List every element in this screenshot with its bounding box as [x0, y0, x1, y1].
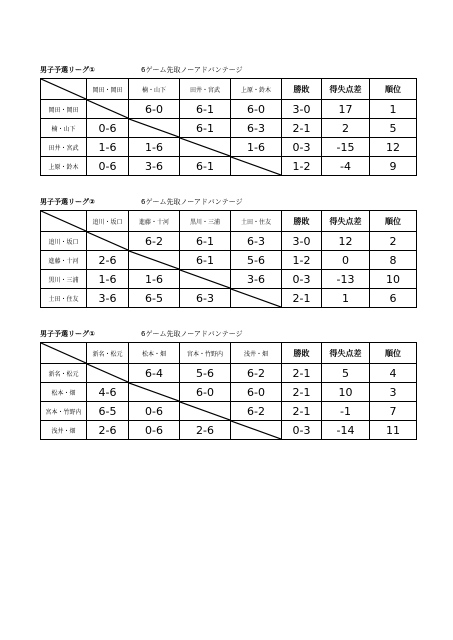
match-score: 1-6 [87, 138, 129, 157]
match-score: 1-6 [129, 138, 180, 157]
match-score: 0-6 [87, 119, 129, 138]
column-header-stat: 勝敗 [282, 343, 322, 364]
column-header-team: 岡田・岡田 [87, 79, 129, 100]
win-loss: 1-2 [282, 157, 322, 176]
point-difference: -4 [322, 157, 370, 176]
self-match-cell [129, 251, 180, 270]
column-header-stat: 得失点差 [322, 211, 370, 232]
column-header-team: 追川・坂口 [87, 211, 129, 232]
corner-cell [41, 79, 87, 100]
table-row [41, 402, 417, 421]
point-difference: -1 [322, 402, 370, 421]
win-loss: 0-3 [282, 421, 322, 440]
match-score: 3-6 [87, 289, 129, 308]
corner-cell [41, 211, 87, 232]
match-score: 6-5 [87, 402, 129, 421]
self-match-cell [180, 402, 231, 421]
league-rule-note: 6ゲーム先取ノーアドバンテージ [141, 330, 243, 338]
row-header-team: 新名・松元 [41, 364, 87, 383]
point-difference: 5 [322, 364, 370, 383]
point-difference: -15 [322, 138, 370, 157]
match-score: 0-6 [129, 421, 180, 440]
self-match-cell [87, 100, 129, 119]
row-header-team: 進藤・十河 [41, 251, 87, 270]
match-score: 6-0 [129, 100, 180, 119]
row-header-team: 楠・山下 [41, 119, 87, 138]
column-header-team: 上原・鈴木 [231, 79, 282, 100]
table-row [41, 270, 417, 289]
match-score: 6-3 [231, 232, 282, 251]
header-row [41, 211, 417, 232]
corner-cell [41, 343, 87, 364]
match-score: 6-4 [129, 364, 180, 383]
match-score: 6-1 [180, 232, 231, 251]
point-difference: 17 [322, 100, 370, 119]
match-score: 6-3 [180, 289, 231, 308]
header-row [41, 79, 417, 100]
column-header-team: 土田・住友 [231, 211, 282, 232]
match-score: 6-2 [231, 402, 282, 421]
match-score: 6-2 [231, 364, 282, 383]
ranking: 1 [370, 100, 417, 119]
row-header-team: 追川・坂口 [41, 232, 87, 251]
self-match-cell [180, 138, 231, 157]
ranking: 6 [370, 289, 417, 308]
row-header-team: 黒川・三浦 [41, 270, 87, 289]
column-header-team: 新名・松元 [87, 343, 129, 364]
point-difference: 10 [322, 383, 370, 402]
column-header-team: 浅井・畑 [231, 343, 282, 364]
win-loss: 2-1 [282, 289, 322, 308]
match-score: 2-6 [87, 421, 129, 440]
column-header-team: 楠・山下 [129, 79, 180, 100]
table-row [41, 289, 417, 308]
column-header-stat: 勝敗 [282, 211, 322, 232]
ranking: 7 [370, 402, 417, 421]
match-score: 0-6 [129, 402, 180, 421]
self-match-cell [180, 270, 231, 289]
match-score: 4-6 [87, 383, 129, 402]
row-header-team: 松本・畑 [41, 383, 87, 402]
row-header-team: 田井・宮武 [41, 138, 87, 157]
match-score: 5-6 [180, 364, 231, 383]
self-match-cell [231, 289, 282, 308]
ranking: 3 [370, 383, 417, 402]
point-difference: -14 [322, 421, 370, 440]
table-row [41, 232, 417, 251]
win-loss: 0-3 [282, 270, 322, 289]
table-row [41, 383, 417, 402]
table-row [41, 364, 417, 383]
match-score: 6-0 [231, 100, 282, 119]
column-header-stat: 順位 [370, 343, 417, 364]
point-difference: 1 [322, 289, 370, 308]
row-header-team: 浅井・畑 [41, 421, 87, 440]
ranking: 8 [370, 251, 417, 270]
column-header-stat: 順位 [370, 79, 417, 100]
league-rule-note: 6ゲーム先取ノーアドバンテージ [141, 66, 243, 74]
win-loss: 2-1 [282, 402, 322, 421]
match-score: 6-1 [180, 100, 231, 119]
league-table [40, 210, 417, 308]
match-score: 2-6 [180, 421, 231, 440]
match-score: 3-6 [129, 157, 180, 176]
column-header-stat: 得失点差 [322, 79, 370, 100]
match-score: 6-0 [180, 383, 231, 402]
self-match-cell [231, 157, 282, 176]
table-row [41, 251, 417, 270]
column-header-stat: 勝敗 [282, 79, 322, 100]
column-header-stat: 得失点差 [322, 343, 370, 364]
row-header-team: 岡田・岡田 [41, 100, 87, 119]
match-score: 6-1 [180, 119, 231, 138]
column-header-team: 進藤・十河 [129, 211, 180, 232]
ranking: 2 [370, 232, 417, 251]
match-score: 1-6 [129, 270, 180, 289]
table-row [41, 100, 417, 119]
column-header-stat: 順位 [370, 211, 417, 232]
match-score: 6-0 [231, 383, 282, 402]
win-loss: 0-3 [282, 138, 322, 157]
self-match-cell [87, 364, 129, 383]
point-difference: -13 [322, 270, 370, 289]
league-table [40, 342, 417, 440]
match-score: 6-1 [180, 157, 231, 176]
match-score: 6-3 [231, 119, 282, 138]
column-header-team: 黒川・三浦 [180, 211, 231, 232]
match-score: 6-1 [180, 251, 231, 270]
point-difference: 0 [322, 251, 370, 270]
column-header-team: 田井・宮武 [180, 79, 231, 100]
table-row [41, 421, 417, 440]
row-header-team: 上原・鈴木 [41, 157, 87, 176]
ranking: 9 [370, 157, 417, 176]
win-loss: 3-0 [282, 232, 322, 251]
match-score: 6-2 [129, 232, 180, 251]
win-loss: 2-1 [282, 119, 322, 138]
league-title: 男子予選リーグ① [40, 330, 95, 338]
ranking: 10 [370, 270, 417, 289]
column-header-team: 宮本・竹野内 [180, 343, 231, 364]
table-row [41, 157, 417, 176]
league-title: 男子予選リーグ② [40, 198, 95, 206]
self-match-cell [231, 421, 282, 440]
league-rule-note: 6ゲーム先取ノーアドバンテージ [141, 198, 243, 206]
self-match-cell [129, 383, 180, 402]
ranking: 11 [370, 421, 417, 440]
self-match-cell [129, 119, 180, 138]
point-difference: 2 [322, 119, 370, 138]
win-loss: 3-0 [282, 100, 322, 119]
point-difference: 12 [322, 232, 370, 251]
league-title: 男子予選リーグ① [40, 66, 95, 74]
match-score: 3-6 [231, 270, 282, 289]
match-score: 0-6 [87, 157, 129, 176]
match-score: 1-6 [231, 138, 282, 157]
win-loss: 1-2 [282, 251, 322, 270]
table-row [41, 138, 417, 157]
self-match-cell [87, 232, 129, 251]
ranking: 4 [370, 364, 417, 383]
row-header-team: 宮本・竹野内 [41, 402, 87, 421]
match-score: 6-5 [129, 289, 180, 308]
win-loss: 2-1 [282, 364, 322, 383]
match-score: 1-6 [87, 270, 129, 289]
ranking: 12 [370, 138, 417, 157]
league-table [40, 78, 417, 176]
win-loss: 2-1 [282, 383, 322, 402]
column-header-team: 松本・畑 [129, 343, 180, 364]
row-header-team: 土田・住友 [41, 289, 87, 308]
match-score: 2-6 [87, 251, 129, 270]
header-row [41, 343, 417, 364]
table-row [41, 119, 417, 138]
match-score: 5-6 [231, 251, 282, 270]
ranking: 5 [370, 119, 417, 138]
